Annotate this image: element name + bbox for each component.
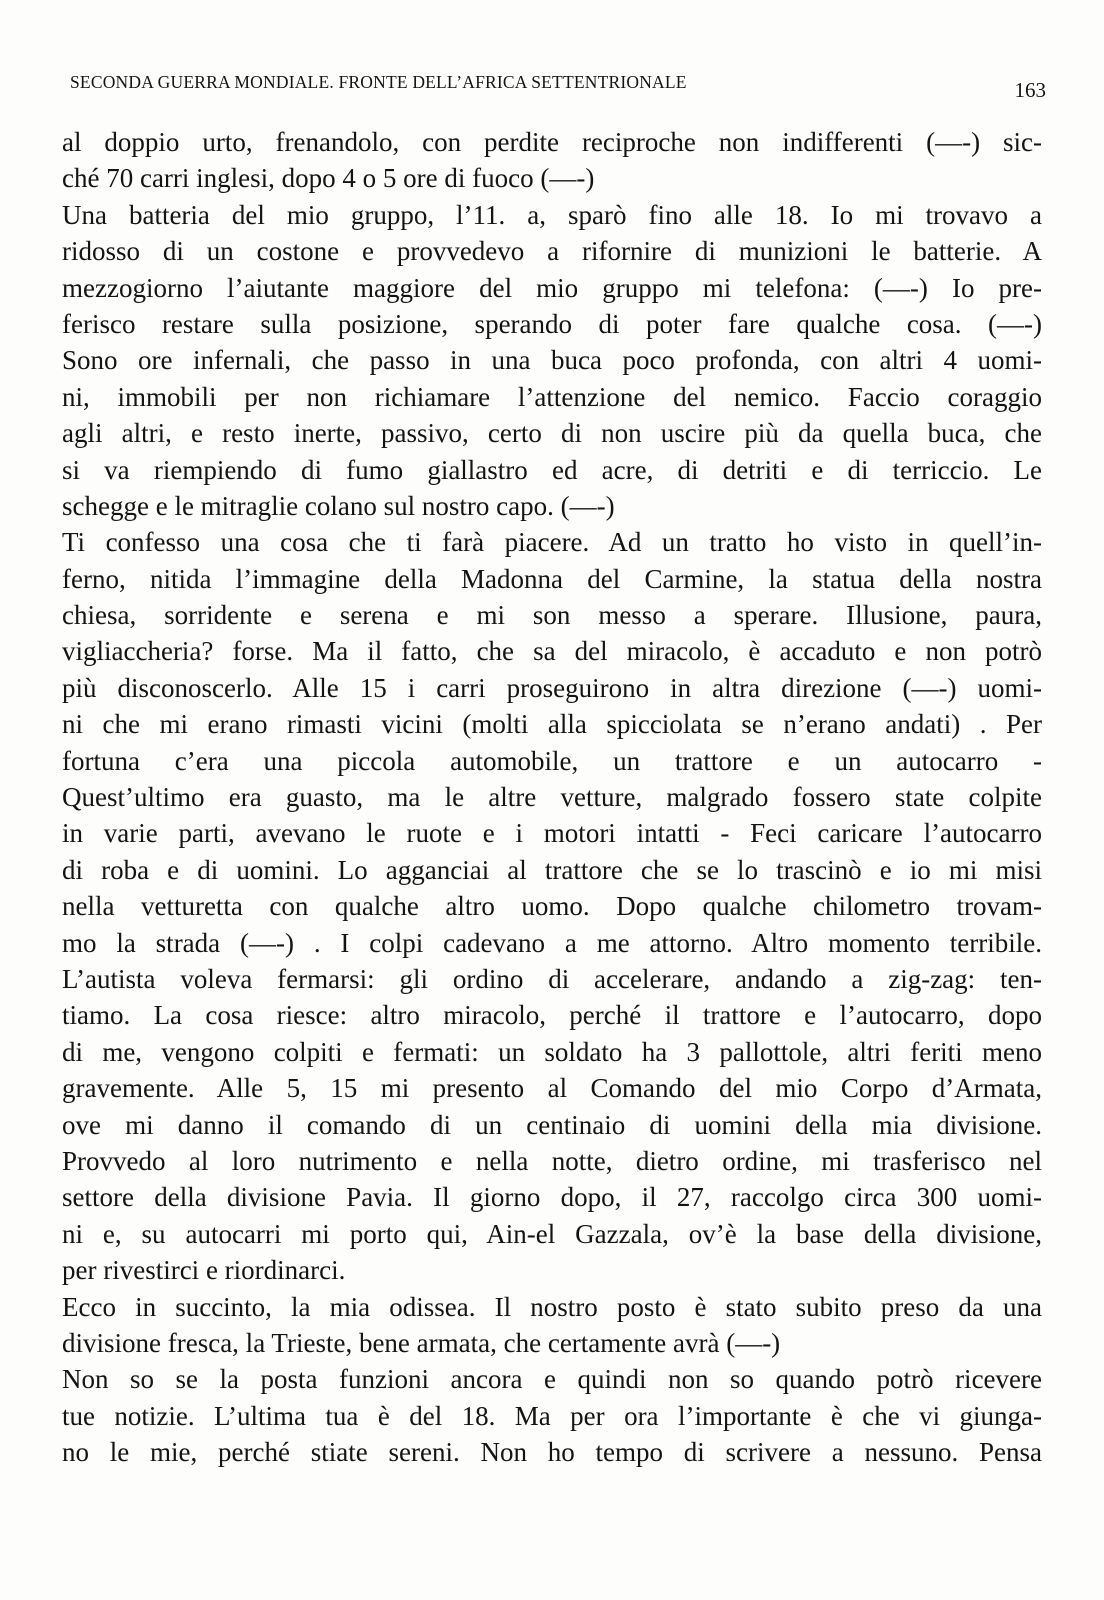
text-line: schegge e le mitraglie colano sul nostro capo. (—-)	[62, 490, 615, 521]
text-line: Non so se la posta funzioni ancora e quindi non so quando potrò ricevere	[62, 1364, 1042, 1395]
text-line: Sono ore infernali, che passo in una buca poco profonda, con altri 4 uomi-	[62, 345, 1042, 376]
body-text	[62, 124, 1042, 1470]
text-line: divisione fresca, la Trieste, bene armata, che certamente avrà (—-)	[62, 1327, 781, 1358]
text-line: ni, immobili per non richiamare l’attenzione del nemico. Faccio coraggio	[62, 381, 1042, 412]
text-line: nella vetturetta con qualche altro uomo. Dopo qualche chilometro trovam-	[62, 891, 1042, 922]
text-line: Quest’ultimo era guasto, ma le altre vetture, malgrado fossero state colpite	[62, 782, 1042, 813]
running-head: SECONDA GUERRA MONDIALE. FRONTE DELL’AFRICA SETTENTRIONALE	[70, 72, 687, 92]
text-line: settore della divisione Pavia. Il giorno dopo, il 27, raccolgo circa 300 uomi-	[62, 1182, 1042, 1213]
text-line: ridosso di un costone e provvedevo a rifornire di munizioni le batterie. A	[62, 236, 1042, 267]
text-line: al doppio urto, frenandolo, con perdite reciproche non indifferenti (—-) sic-	[62, 127, 1042, 157]
text-line: fortuna c’era una piccola automobile, un trattore e un autocarro -	[62, 745, 1042, 776]
text-line: agli altri, e resto inerte, passivo, certo di non uscire più da quella buca, che	[62, 418, 1042, 449]
text-line: più disconoscerlo. Alle 15 i carri proseguirono in altra direzione (—-) uomi-	[62, 672, 1042, 703]
text-line: Ti confesso una cosa che ti farà piacere. Ad un tratto ho visto in quell’in-	[62, 527, 1042, 558]
text-line: per rivestirci e riordinarci.	[62, 1255, 346, 1286]
text-line: gravemente. Alle 5, 15 mi presento al Comando del mio Corpo d’Armata,	[62, 1073, 1042, 1104]
text-line: ferno, nitida l’immagine della Madonna del Carmine, la statua della nostra	[62, 563, 1042, 594]
text-line: vigliaccheria? forse. Ma il fatto, che sa del miracolo, è accaduto e non potrò	[62, 636, 1042, 667]
text-line: ni e, su autocarri mi porto qui, Ain-el Gazzala, ov’è la base della divisione,	[62, 1218, 1042, 1249]
text-line: L’autista voleva fermarsi: gli ordino di accelerare, andando a zig-zag: ten-	[62, 963, 1042, 994]
text-line: ferisco restare sulla posizione, sperando di poter fare qualche cosa. (—-)	[62, 308, 1042, 339]
text-line: ove mi danno il comando di un centinaio di uomini della mia divisione.	[62, 1109, 1042, 1140]
text-line: di me, vengono colpiti e fermati: un soldato ha 3 pallottole, altri feriti meno	[62, 1036, 1042, 1067]
text-line: tue notizie. L’ultima tua è del 18. Ma per ora l’importante è che vi giunga-	[62, 1400, 1042, 1431]
text-line: di roba e di uomini. Lo agganciai al trattore che se lo trascinò e io mi misi	[62, 854, 1042, 885]
text-line: mezzogiorno l’aiutante maggiore del mio gruppo mi telefona: (—-) Io pre-	[62, 272, 1042, 303]
text-line: chiesa, sorridente e serena e mi son messo a sperare. Illusione, paura,	[62, 600, 1042, 631]
text-line: Provvedo al loro nutrimento e nella notte, dietro ordine, mi trasferisco nel	[62, 1145, 1042, 1176]
text-line: ni che mi erano rimasti vicini (molti alla spicciolata se n’erano andati) . Per	[62, 709, 1042, 740]
text-line: Una batteria del mio gruppo, l’11. a, sparò fino alle 18. Io mi trovavo a	[62, 199, 1042, 230]
text-line: ché 70 carri inglesi, dopo 4 o 5 ore di fuoco (—-)	[62, 163, 595, 194]
text-line: no le mie, perché stiate sereni. Non ho tempo di scrivere a nessuno. Pensa	[62, 1437, 1042, 1468]
text-line: tiamo. La cosa riesce: altro miracolo, perché il trattore e l’autocarro, dopo	[62, 1000, 1042, 1031]
page-number: 163	[1014, 78, 1046, 102]
text-line: in varie parti, avevano le ruote e i motori intatti - Feci caricare l’autocarro	[62, 818, 1042, 849]
text-line: mo la strada (—-) . I colpi cadevano a me attorno. Altro momento terribile.	[62, 927, 1042, 958]
text-line: si va riempiendo di fumo giallastro ed acre, di detriti e di terriccio. Le	[62, 454, 1042, 485]
text-line: Ecco in succinto, la mia odissea. Il nostro posto è stato subito preso da una	[62, 1291, 1042, 1322]
